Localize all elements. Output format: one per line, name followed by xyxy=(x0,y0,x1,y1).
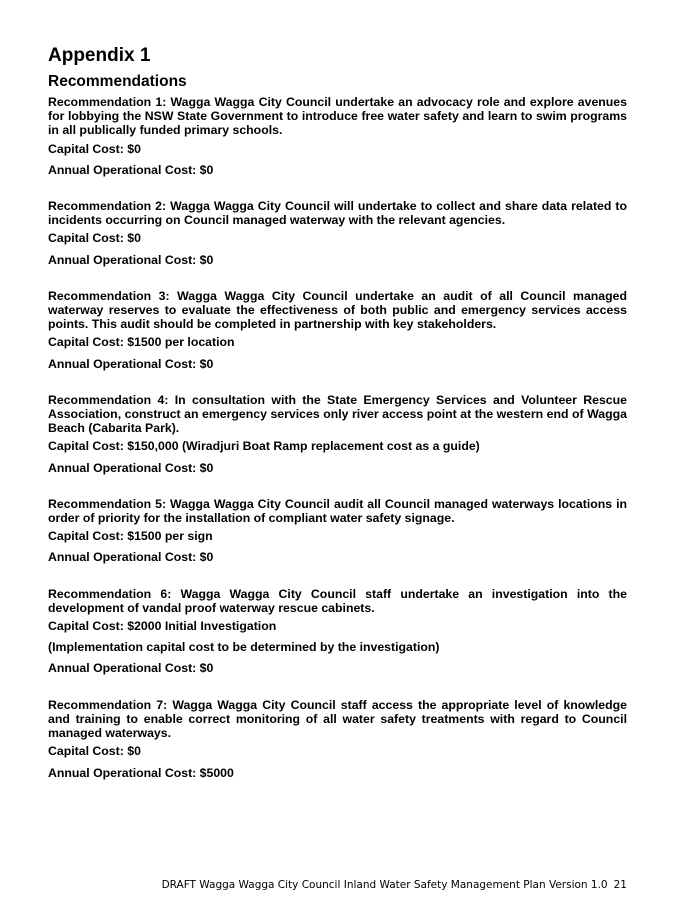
recommendation-text: Recommendation 6: Wagga Wagga City Council staff undertake an investigation into the development of vandal proof waterway rescue cabinets. xyxy=(48,586,627,615)
annual-operational-cost: Annual Operational Cost: $0 xyxy=(48,162,214,177)
capital-cost: Capital Cost: $1500 per location xyxy=(48,335,235,350)
recommendation-5 xyxy=(48,497,627,565)
annual-operational-cost: Annual Operational Cost: $0 xyxy=(48,550,214,565)
annual-operational-cost: Annual Operational Cost: $0 xyxy=(48,356,214,371)
recommendation-4 xyxy=(48,393,627,475)
capital-cost: Capital Cost: $0 xyxy=(48,141,141,156)
capital-cost: Capital Cost: $150,000 (Wiradjuri Boat Ramp replacement cost as a guide) xyxy=(48,439,480,454)
annual-operational-cost: Annual Operational Cost: $0 xyxy=(48,460,214,475)
recommendation-text: Recommendation 5: Wagga Wagga City Council audit all Council managed waterways locations in order of priority for the installation of compliant water safety signage. xyxy=(48,496,627,526)
recommendation-7 xyxy=(48,698,627,780)
appendix-title: Appendix 1 xyxy=(48,45,151,66)
recommendation-1 xyxy=(48,95,627,177)
recommendation-2 xyxy=(48,199,627,267)
recommendation-text: Recommendation 7: Wagga Wagga City Council staff access the appropriate level of knowledge and training to enable correct monitoring of all water safety treatments with regard to Council managed waterways. xyxy=(48,697,627,741)
recommendation-text: Recommendation 3: Wagga Wagga City Council undertake an audit of all Council managed waterway reserves to evaluate the effectiveness of both public and emergency services access points. This audit should be completed in partnership with key stakeholders. xyxy=(48,288,627,332)
implementation-note: (Implementation capital cost to be determined by the investigation) xyxy=(48,640,440,655)
recommendation-text: Recommendation 1: Wagga Wagga City Council undertake an advocacy role and explore avenues for lobbying the NSW State Government to introduce free water safety and learn to swim programs in all publically funded primary schools. xyxy=(48,95,627,138)
annual-operational-cost: Annual Operational Cost: $5000 xyxy=(48,765,234,780)
footer-text: DRAFT Wagga Wagga City Council Inland Water Safety Management Plan Version 1.0 xyxy=(161,879,608,891)
capital-cost: Capital Cost: $0 xyxy=(48,744,141,759)
section-title: Recommendations xyxy=(48,73,187,90)
recommendation-6 xyxy=(48,587,627,676)
recommendation-text: Recommendation 4: In consultation with the State Emergency Services and Volunteer Rescue Association, construct an emergency services only river access point at the western end of Wagga Beach (Cabarita Park). xyxy=(48,392,627,436)
document-page xyxy=(48,44,627,780)
recommendation-3 xyxy=(48,289,627,371)
recommendations-list xyxy=(48,95,627,780)
page-number: 21 xyxy=(613,879,627,891)
recommendation-text: Recommendation 2: Wagga Wagga City Council will undertake to collect and share data related to incidents occurring on Council managed waterway with the relevant agencies. xyxy=(48,199,627,228)
page-footer xyxy=(162,878,627,892)
capital-cost: Capital Cost: $2000 Initial Investigation xyxy=(48,619,277,634)
capital-cost: Capital Cost: $0 xyxy=(48,231,141,246)
annual-operational-cost: Annual Operational Cost: $0 xyxy=(48,252,214,267)
capital-cost: Capital Cost: $1500 per sign xyxy=(48,529,213,544)
annual-operational-cost: Annual Operational Cost: $0 xyxy=(48,661,214,676)
